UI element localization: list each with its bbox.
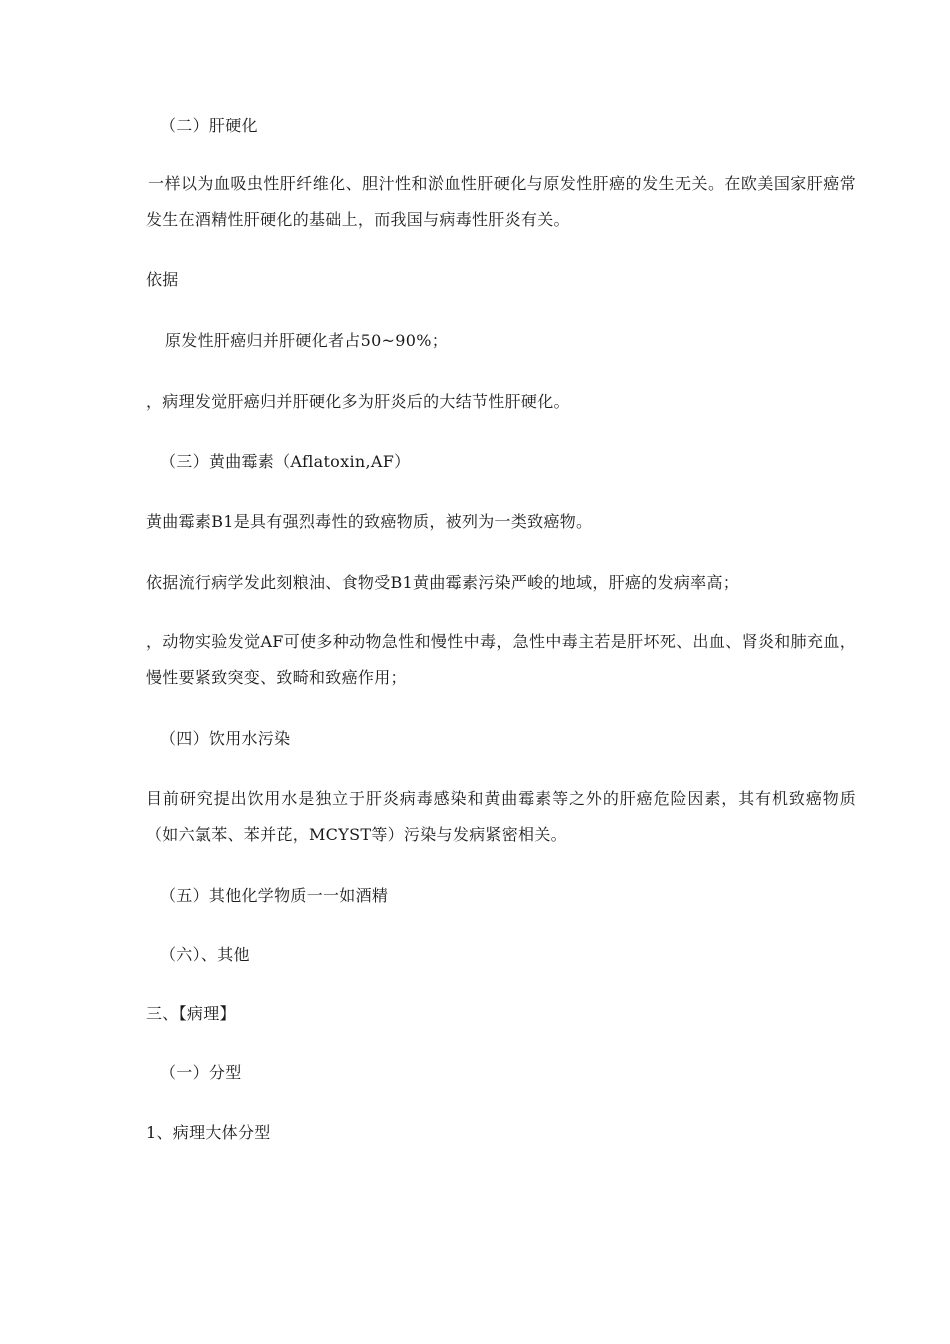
section-pathology: 三、【病理】 bbox=[146, 1004, 236, 1023]
paragraph-cirrhosis: 一样以为血吸虫性肝纤维化、胆汁性和淤血性肝硬化与原发性肝癌的发生无关。在欧美国家肝癌常发生在酒精性肝硬化的基础上，而我国与病毒性肝炎有关。 bbox=[146, 174, 856, 229]
heading-water: （四）饮用水污染 bbox=[160, 729, 291, 748]
label-basis: 依据 bbox=[146, 270, 179, 289]
heading-aflatoxin: （三）黄曲霉素（Aflatoxin,AF） bbox=[160, 452, 411, 471]
heading-cirrhosis: （二）肝硬化 bbox=[160, 116, 258, 135]
heading-other-chemicals: （五）其他化学物质一一如酒精 bbox=[160, 886, 389, 905]
aflatoxin-line-1: 黄曲霉素B1是具有强烈毒性的致癌物质，被列为一类致癌物。 bbox=[146, 512, 593, 531]
paragraph-water: 目前研究提出饮用水是独立于肝炎病毒感染和黄曲霉素等之外的肝癌危险因素，其有机致癌物质（如六氯苯、苯并芘，MCYST等）污染与发病紧密相关。 bbox=[146, 789, 856, 844]
aflatoxin-paragraph-3: ，动物实验发觉AF可使多种动物急性和慢性中毒，急性中毒主若是肝坏死、出血、肾炎和肺充血，慢性要紧致突变、致畸和致癌作用； bbox=[146, 632, 856, 687]
heading-classification: （一）分型 bbox=[160, 1063, 242, 1082]
basis-item-2: ，病理发觉肝癌归并肝硬化多为肝炎后的大结节性肝硬化。 bbox=[146, 392, 570, 411]
aflatoxin-line-2: 依据流行病学发此刻粮油、食物受B1黄曲霉素污染严峻的地域，肝癌的发病率高； bbox=[146, 573, 740, 592]
basis-item-1: 原发性肝癌归并肝硬化者占50~90%； bbox=[165, 331, 449, 350]
heading-other: （六）、其他 bbox=[160, 945, 250, 964]
item-gross-type: 1、病理大体分型 bbox=[146, 1123, 271, 1142]
